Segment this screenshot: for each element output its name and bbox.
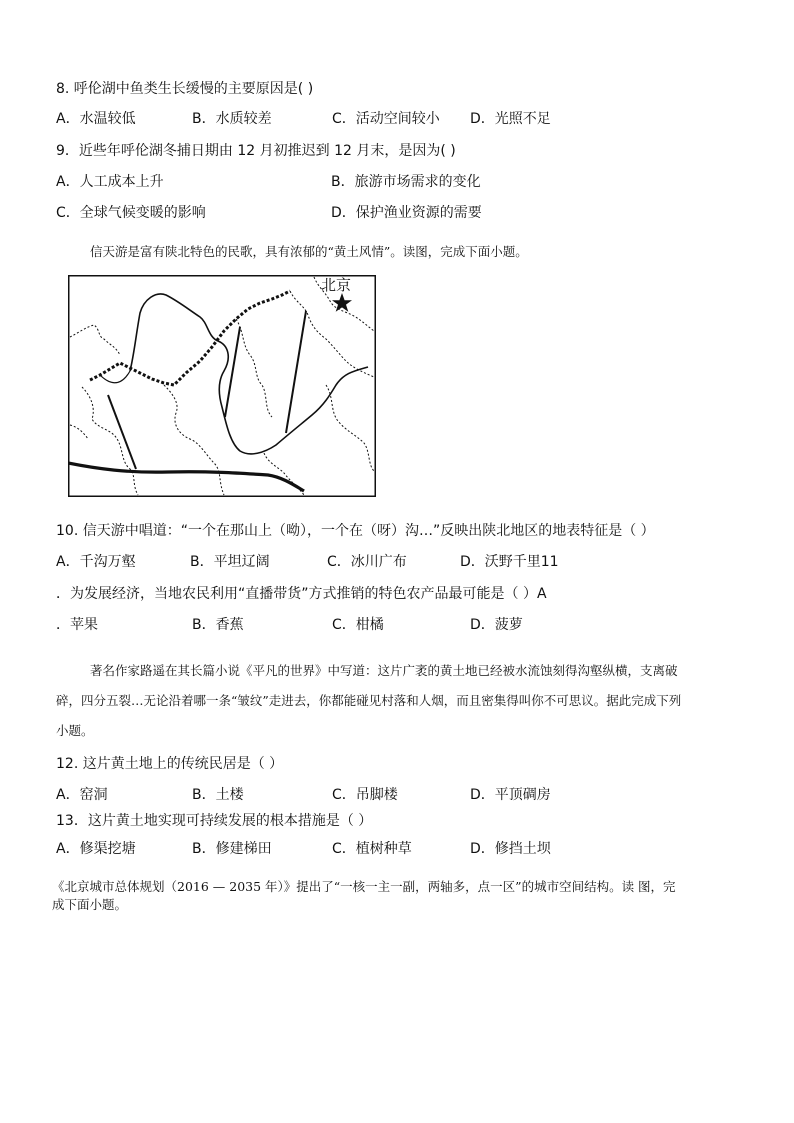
q11-option-c: C．柑橘 [332,617,384,633]
q11-option-d: D．菠萝 [470,617,523,633]
q10-option-b: B．平坦辽阔 [190,554,270,570]
q9-option-d: D．保护渔业资源的需要 [331,205,482,221]
q8-option-c: C．活动空间较小 [332,111,440,127]
q10-option-a: A．千沟万壑 [56,554,136,570]
map-frame [69,276,376,497]
q8-option-b: B．水质较差 [192,111,272,127]
q9-option-b: B．旅游市场需求的变化 [331,174,481,190]
q9-option-c: C．全球气候变暖的影响 [56,205,206,221]
q13-stem: 13．这片黄土地实现可持续发展的根本措施是（ ） [56,813,373,829]
passage-pingfan-line-1: 著名作家路遥在其长篇小说《平凡的世界》中写道：这片广袤的黄土地已经被水流蚀刻得沟壑纵横，支离破 [90,663,678,678]
q13-option-d: D．修挡土坝 [470,841,551,857]
q10-option-d: D．沃野千里11 [460,554,559,570]
q10-stem: 10. 信天游中唱道：“一个在那山上（呦），一个在（呀）沟…”反映出陕北地区的地表特征是（ ） [56,523,655,539]
q10-option-c: C．冰川广布 [327,554,407,570]
q8-option-d: D．光照不足 [470,111,551,127]
q13-option-a: A．修渠挖塘 [56,841,136,857]
q12-option-d: D．平顶碉房 [470,787,551,803]
passage-pingfan-line-2: 碎，四分五裂…无论沿着哪一条“皱纹”走进去，你都能碰见村落和人烟，而且密集得叫你不可思议。据此完成下列 [56,693,682,708]
q12-option-a: A．窑洞 [56,787,108,803]
passage-beijing-plan-line-2: 成下面小题。 [52,897,128,912]
q12-option-b: B．土楼 [192,787,244,803]
q12-stem: 12. 这片黄土地上的传统民居是（ ） [56,756,284,772]
q13-option-c: C．植树种草 [332,841,412,857]
q13-option-b: B．修建梯田 [192,841,272,857]
passage-xintianyou: 信天游是富有陕北特色的民歌，具有浓郁的“黄土风情”。读图，完成下面小题。 [90,244,528,259]
q9-stem: 9．近些年呼伦湖冬捕日期由 12 月初推迟到 12 月末，是因为( ) [56,143,456,159]
passage-beijing-plan-line-1: 《北京城市总体规划（2016 — 2035 年）》提出了“一核一主一副，两轴多，点一区”的城市空间结构。读 图，完 [52,879,676,894]
q9-option-a: A．人工成本上升 [56,174,164,190]
q8-option-a: A．水温较低 [56,111,136,127]
beijing-label: 北京 [321,276,352,294]
q12-option-c: C．吊脚楼 [332,787,398,803]
q11-option-b: B．香蕉 [192,617,244,633]
q11-option-a: ．苹果 [56,617,98,633]
loess-plateau-map [68,275,376,497]
q11-stem: ．为发展经济，当地农民利用“直播带货”方式推销的特色农产品最可能是（ ）A [56,586,547,602]
q8-stem: 8. 呼伦湖中鱼类生长缓慢的主要原因是( ) [56,81,314,97]
passage-pingfan-line-3: 小题。 [56,723,94,738]
